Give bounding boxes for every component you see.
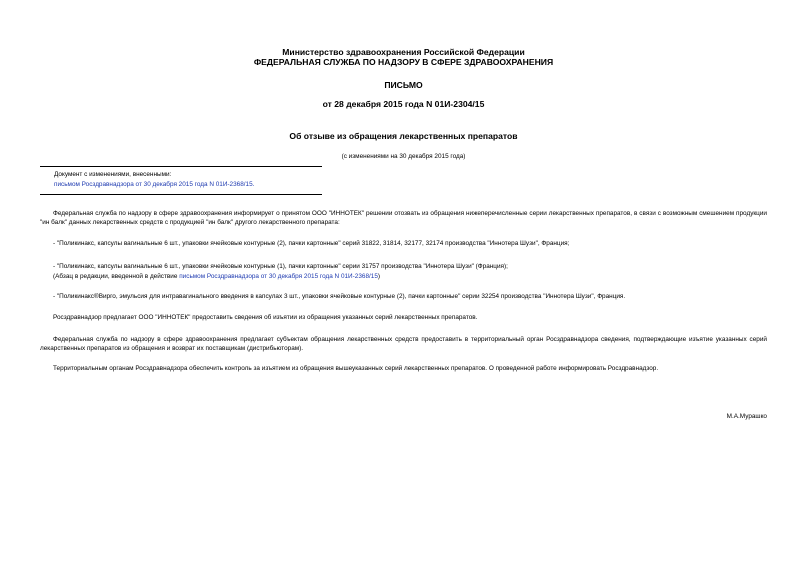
changes-note: (с изменениями на 30 декабря 2015 года) xyxy=(341,153,466,160)
document-date-number: от 28 декабря 2015 года N 01И-2304/15 xyxy=(322,99,485,109)
paragraph-territorial: Территориальным органам Росздравнадзора обеспечить контроль за изъятием из обращения вышеуказанных серий лекарственных препаратов. О проведенной работе информировать Росздравнадзор. xyxy=(53,365,659,372)
document-type: ПИСЬМО xyxy=(384,80,423,90)
list-item-2: - "Поликинакс, капсулы вагинальные 6 шт., упаковки ячейковые контурные (1), пачки картонные" серии 31757 производства "Иннотера Шузи" (Франция); xyxy=(53,263,508,270)
note-link[interactable]: письмом Росздравнадзора от 30 декабря 2015 года N 01И-2368/15 xyxy=(179,273,378,280)
amendments-link[interactable]: письмом Росздравнадзора от 30 декабря 2015 года N 01И-2368/15. xyxy=(54,181,255,188)
list-item-2-note xyxy=(40,273,767,282)
signature: М.А.Мурашко xyxy=(726,413,767,420)
ministry-name: Министерство здравоохранения Российской Федерации xyxy=(282,47,525,57)
list-item-1: - "Поликинакс, капсулы вагинальные 6 шт., упаковки ячейковые контурные (2), пачки картонные" серий 31822, 31814, 32177, 32174 производства "Иннотера Шузи", Франция; xyxy=(53,240,570,247)
note-suffix: ) xyxy=(377,273,381,280)
paragraph-request: Росздравнадзор предлагает ООО "ИННОТЕК" предоставить сведения об изъятии из обращения указанных серий лекарственных препаратов. xyxy=(53,314,478,321)
document-subject: Об отзыве из обращения лекарственных препаратов xyxy=(289,131,518,141)
amendments-bottom-rule xyxy=(40,194,322,195)
paragraph-subjects: Федеральная служба по надзору в сфере здравоохранения предлагает субъектам обращения лекарственных средств предоставить в территориальный орган Росздравнадзора сведения, подтверждающие изъятие указанных серий лекарственных препаратов из обращения и возврат их поставщикам (дистрибьюторам). xyxy=(40,336,767,352)
amendments-label: Документ с изменениями, внесенными: xyxy=(54,171,172,178)
list-item-3: - "Поликинакс®Вирго, эмульсия для интравагинального введения в капсулах 3 шт., упаковки ячейковые контурные (2), пачки картонные" серии 32254 производства "Иннотера Шузи", Франция. xyxy=(53,293,626,300)
service-name: ФЕДЕРАЛЬНАЯ СЛУЖБА ПО НАДЗОРУ В СФЕРЕ ЗДРАВООХРАНЕНИЯ xyxy=(253,57,554,67)
amendments-top-rule xyxy=(40,166,322,167)
paragraph-intro: Федеральная служба по надзору в сфере здравоохранения информирует о принятом ООО "ИННОТЕК" решении отозвать из обращения нижеперечисленные серии лекарственных препаратов, в связи с возможным смешением продукции "ин балк" данных лекарственных средств с продукцией "ин балк" другого лекарственного препарата: xyxy=(40,210,767,226)
note-prefix: (Абзац в редакции, введенной в действие xyxy=(53,273,180,280)
